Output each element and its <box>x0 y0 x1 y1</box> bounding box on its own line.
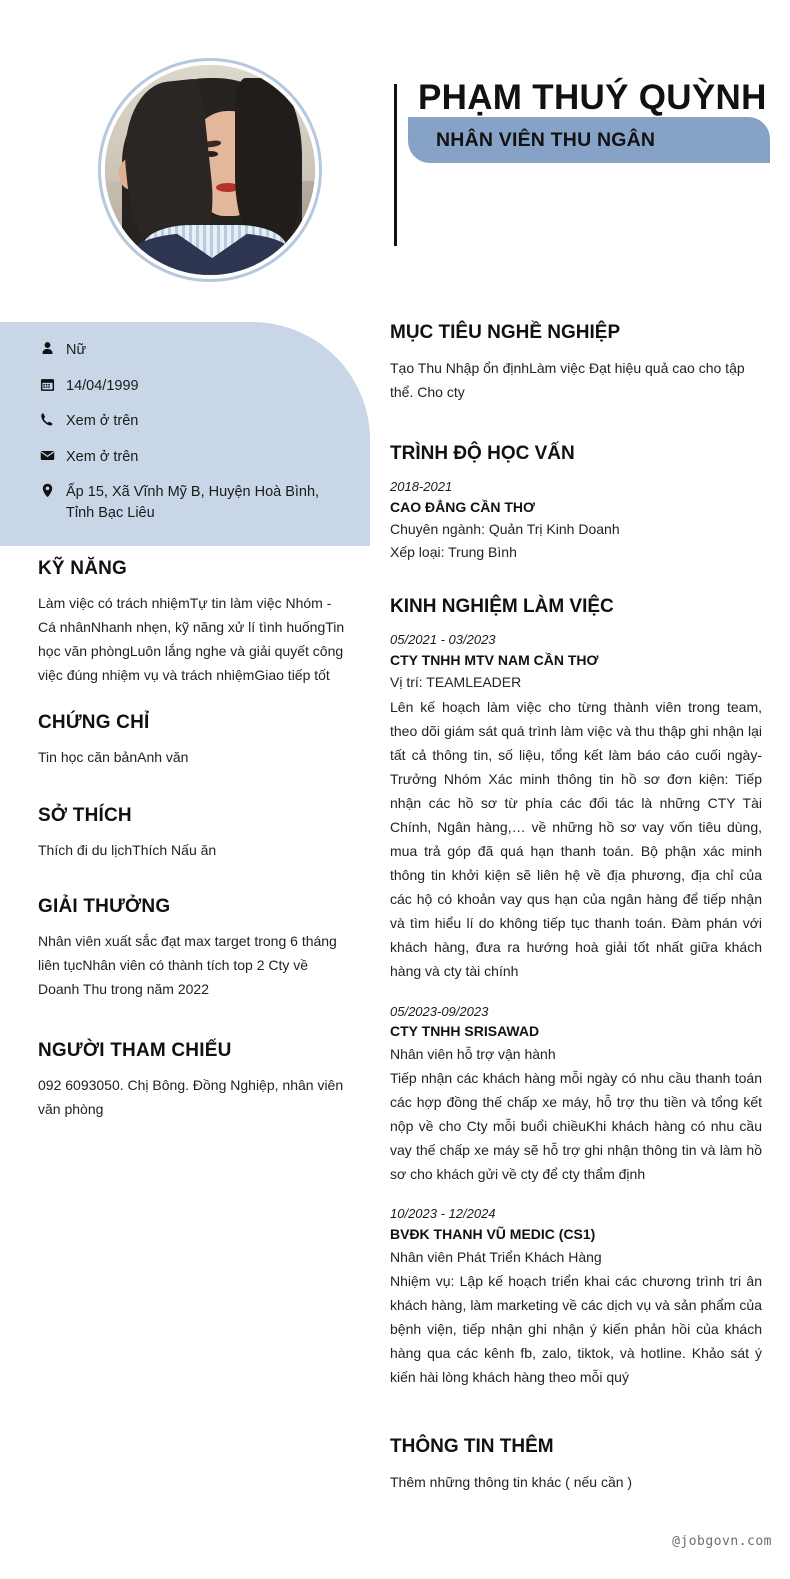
main-column <box>388 0 790 1579</box>
portrait-photo <box>105 65 315 275</box>
status-badge <box>408 117 770 163</box>
job-description: Tiếp nhận các khách hàng mỗi ngày có nhu cầu thanh toán các hợp đồng thế chấp xe máy, hỗ trợ thu tiền và tổng kết nộp về cho Cty mỗi buổi chiềuKhi khách hàng có nhu cầu vay thế chấp xe máy sẽ hỗ trợ ghi nhận thông tin và làm hồ sơ cho khách gửi về cty để cty thẩm định <box>390 1070 762 1183</box>
section-title: TRÌNH ĐỘ HỌC VẤN <box>390 443 575 464</box>
contact-value: Xem ở trên <box>66 413 139 430</box>
section-body: Làm việc có trách nhiệmTự tin làm việc Nhóm - Cá nhânNhanh nhẹn, kỹ năng xử lí tình huốngTin học văn phòngLuôn lắng nghe và giải quyết công việc đúng nhiệm vụ và trách nhiệmGiao tiếp tốt <box>38 595 345 684</box>
section-body: Thêm những thông tin khác ( nếu cần ) <box>390 1474 633 1490</box>
section-title: KỸ NĂNG <box>38 558 128 579</box>
job-description: Nhiệm vụ: Lập kế hoạch triển khai các chương trình tri ân khách hàng, làm marketing về các dịch vụ và sản phẩm của bệnh viện, tiếp nhận ghi nhận ý kiến phản hồi của khách hàng qua các kênh fb, zalo, tiktok, và hotline. Khảo sát ý kiến hài lòng khách hàng theo mỗi quý <box>390 1273 762 1386</box>
experience-item <box>390 630 762 984</box>
section-body: Nhân viên xuất sắc đạt max target trong 6 tháng liên tụcNhân viên có thành tích top 2 Cty về Doanh Thu trong năm 2022 <box>38 933 337 998</box>
calendar-icon <box>40 376 66 392</box>
email-icon <box>40 447 66 463</box>
section-objective <box>390 322 762 404</box>
job-company: BVĐK THANH VŨ MEDIC (CS1) <box>390 1225 596 1242</box>
section-title: SỞ THÍCH <box>38 805 132 826</box>
contact-value: Ấp 15, Xã Vĩnh Mỹ B, Huyện Hoà Bình, Tỉnh Bạc Liêu <box>66 484 320 521</box>
section-certificates <box>38 712 350 769</box>
name-divider <box>394 84 397 246</box>
job-date: 10/2023 - 12/2024 <box>390 1206 496 1222</box>
job-description: Lên kế hoạch làm việc cho từng thành viên trong team, theo dõi giám sát quá trình làm việc và thu thập ghi nhận lại tất cả thông tin, số liệu, tổng kết làm báo cáo cuối ngày- Trưởng Nhóm Xác minh thông tin hồ sơ đơn kiện: Tiếp nhận các hồ sơ từ phía các đối tác là những CTY Tài Chính, Ngân hàng,… về những hồ sơ vay vốn tiêu dùng, mua trả góp đã quá hạn thanh toán. Bộ phận xác minh thông tin khởi kiện sẽ liên hệ về địa phương, địa chỉ của các hộ có khoản vay qus hạn của ngân hàng để tiếp nhận và tìm hiểu lí do không tiếp tục thanh toán. Đàm phán với khách hàng, đưa ra hướng hoà giải tốt nhất giữa khách hàng và cty tài chính <box>390 698 762 980</box>
section-title: GIẢI THƯỞNG <box>38 896 171 917</box>
section-education <box>390 443 762 563</box>
person-icon <box>40 340 66 356</box>
education-major: Chuyên ngành: Quản Trị Kinh Doanh <box>390 521 620 538</box>
avatar <box>98 58 322 282</box>
section-body: Tạo Thu Nhập ổn địnhLàm việc Đạt hiệu quả cao cho tập thể. Cho cty <box>390 360 745 401</box>
location-icon <box>40 482 66 498</box>
job-date: 05/2023-09/2023 <box>390 1003 489 1019</box>
job-position: Nhân viên hỗ trợ vận hành <box>390 1045 556 1062</box>
contact-item-address <box>40 482 350 523</box>
contact-item-gender <box>40 340 350 361</box>
experience-item <box>390 1204 762 1389</box>
section-references <box>38 1040 350 1121</box>
experience-item <box>390 1002 762 1187</box>
section-body: Tin học căn bảnAnh văn <box>38 749 189 765</box>
section-title: NGƯỜI THAM CHIẾU <box>38 1040 232 1061</box>
section-title: KINH NGHIỆM LÀM VIỆC <box>390 596 614 617</box>
contact-item-birthdate <box>40 376 350 397</box>
education-grade: Xếp loại: Trung Bình <box>390 543 517 560</box>
contact-value: 14/04/1999 <box>66 377 139 394</box>
contact-list <box>40 340 350 538</box>
section-experience <box>390 596 762 1407</box>
education-school: CAO ĐẲNG CẦN THƠ <box>390 498 535 515</box>
section-body: Thích đi du lịchThích Nấu ăn <box>38 842 217 858</box>
contact-value: Xem ở trên <box>66 448 139 465</box>
job-date: 05/2021 - 03/2023 <box>390 632 496 647</box>
contact-item-email <box>40 447 350 468</box>
section-title: CHỨNG CHỈ <box>38 712 150 733</box>
phone-icon <box>40 411 66 427</box>
contact-value: Nữ <box>66 342 87 358</box>
page-title <box>418 78 770 118</box>
section-extra-info <box>390 1436 762 1494</box>
sidebar-column <box>0 0 380 1579</box>
contact-item-phone <box>40 411 350 432</box>
education-date: 2018-2021 <box>390 479 453 494</box>
section-body: 092 6093050. Chị Bông. Đồng Nghiệp, nhân viên văn phòng <box>38 1077 344 1118</box>
section-title: MỤC TIÊU NGHỀ NGHIỆP <box>390 322 621 343</box>
footer-watermark: @jobgovn.com <box>672 1534 772 1549</box>
job-company: CTY TNHH SRISAWAD <box>390 1023 540 1040</box>
role-label: NHÂN VIÊN THU NGÂN <box>436 128 656 151</box>
section-skills <box>38 558 350 687</box>
job-company: CTY TNHH MTV NAM CẦN THƠ <box>390 651 599 668</box>
job-position: Vị trí: TEAMLEADER <box>390 674 522 691</box>
section-awards <box>38 896 350 1001</box>
section-hobbies <box>38 805 350 862</box>
job-position: Nhân viên Phát Triển Khách Hàng <box>390 1248 602 1265</box>
section-title: THÔNG TIN THÊM <box>390 1436 554 1457</box>
candidate-name: PHẠM THUÝ QUỲNH <box>418 78 767 117</box>
